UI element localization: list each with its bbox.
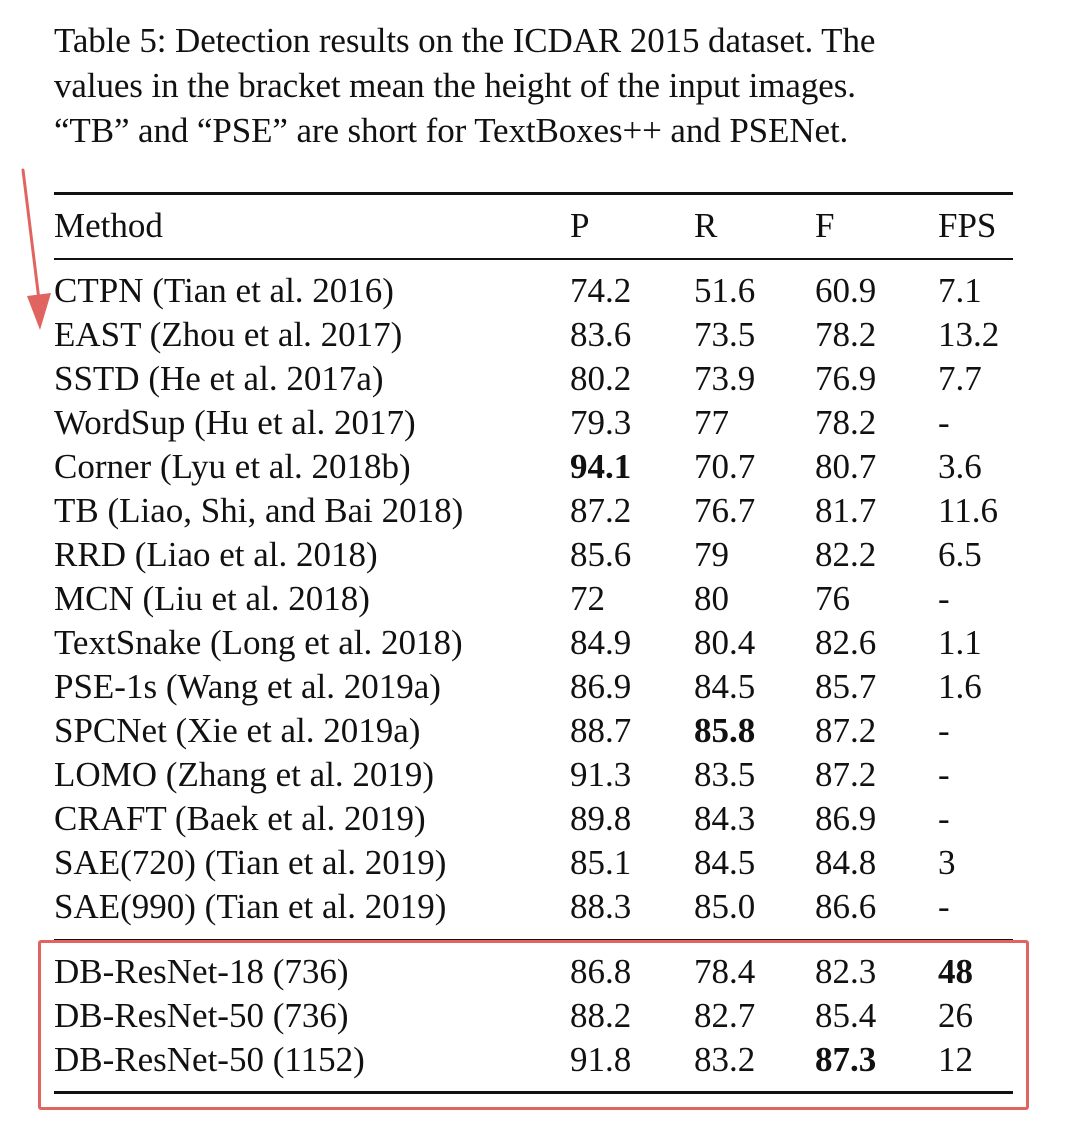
header-method: Method — [54, 206, 163, 245]
table-row — [54, 753, 1014, 797]
r-cell: 83.5 — [694, 755, 756, 794]
table-row — [54, 841, 1014, 885]
r-cell: 83.2 — [694, 1040, 756, 1079]
arrow-shaft — [23, 170, 39, 300]
p-cell: 79.3 — [570, 403, 632, 442]
f-cell: 81.7 — [815, 491, 877, 530]
r-cell: 84.5 — [694, 667, 756, 706]
r-cell: 79 — [694, 535, 729, 574]
p-cell: 84.9 — [570, 623, 632, 662]
f-cell: 86.6 — [815, 887, 877, 926]
f-cell: 82.6 — [815, 623, 877, 662]
method-cell: MCN (Liu et al. 2018) — [54, 579, 370, 618]
table-header — [54, 204, 1014, 248]
f-cell: 85.4 — [815, 996, 877, 1035]
r-cell: 80.4 — [694, 623, 756, 662]
fps-cell: 7.1 — [938, 271, 982, 310]
table-row — [54, 533, 1014, 577]
p-cell-best: 94.1 — [570, 447, 632, 486]
r-cell: 85.0 — [694, 887, 756, 926]
f-cell: 84.8 — [815, 843, 877, 882]
method-cell: PSE-1s (Wang et al. 2019a) — [54, 667, 441, 706]
fps-cell: 12 — [938, 1040, 973, 1079]
r-cell-best: 85.8 — [694, 711, 756, 750]
r-cell: 51.6 — [694, 271, 756, 310]
p-cell: 74.2 — [570, 271, 632, 310]
header-r: R — [694, 206, 718, 245]
table-row — [54, 357, 1014, 401]
header-p: P — [570, 206, 590, 245]
method-cell: DB-ResNet-50 (1152) — [54, 1040, 365, 1079]
f-cell-best: 87.3 — [815, 1040, 877, 1079]
fps-cell: - — [938, 755, 950, 794]
method-cell: CTPN (Tian et al. 2016) — [54, 271, 394, 310]
p-cell: 89.8 — [570, 799, 632, 838]
r-cell: 82.7 — [694, 996, 756, 1035]
highlight-box — [38, 940, 1029, 1110]
f-cell: 76 — [815, 579, 850, 618]
r-cell: 77 — [694, 403, 729, 442]
f-cell: 80.7 — [815, 447, 877, 486]
r-cell: 80 — [694, 579, 729, 618]
r-cell: 73.5 — [694, 315, 756, 354]
method-cell: LOMO (Zhang et al. 2019) — [54, 755, 435, 794]
f-cell: 82.2 — [815, 535, 877, 574]
r-cell: 84.5 — [694, 843, 756, 882]
method-cell: SAE(720) (Tian et al. 2019) — [54, 843, 447, 882]
r-cell: 84.3 — [694, 799, 756, 838]
p-cell: 80.2 — [570, 359, 632, 398]
table-row — [54, 313, 1014, 357]
table-caption — [54, 18, 1014, 153]
fps-cell: 7.7 — [938, 359, 982, 398]
arrow-head — [27, 293, 51, 330]
fps-cell: 1.1 — [938, 623, 982, 662]
f-cell: 78.2 — [815, 315, 877, 354]
table-row — [54, 621, 1014, 665]
p-cell: 91.3 — [570, 755, 632, 794]
fps-cell: 6.5 — [938, 535, 982, 574]
method-cell: CRAFT (Baek et al. 2019) — [54, 799, 426, 838]
table-row — [54, 885, 1014, 929]
f-cell: 87.2 — [815, 711, 877, 750]
method-cell: SSTD (He et al. 2017a) — [54, 359, 384, 398]
table-row — [54, 709, 1014, 753]
p-cell: 86.9 — [570, 667, 632, 706]
p-cell: 85.1 — [570, 843, 632, 882]
fps-cell-best: 48 — [938, 952, 973, 991]
table-row — [54, 269, 1014, 313]
f-cell: 82.3 — [815, 952, 877, 991]
header-row — [54, 204, 1014, 248]
header-fps: FPS — [938, 206, 997, 245]
f-cell: 76.9 — [815, 359, 877, 398]
method-cell: SPCNet (Xie et al. 2019a) — [54, 711, 421, 750]
fps-cell: - — [938, 711, 950, 750]
f-cell: 78.2 — [815, 403, 877, 442]
method-cell: TextSnake (Long et al. 2018) — [54, 623, 463, 662]
method-cell: Corner (Lyu et al. 2018b) — [54, 447, 411, 486]
fps-cell: - — [938, 799, 950, 838]
fps-cell: 13.2 — [938, 315, 1000, 354]
r-cell: 76.7 — [694, 491, 756, 530]
method-cell: WordSup (Hu et al. 2017) — [54, 403, 416, 442]
table-row — [54, 797, 1014, 841]
table-row — [54, 489, 1014, 533]
p-cell: 88.2 — [570, 996, 632, 1035]
f-cell: 87.2 — [815, 755, 877, 794]
table-row — [54, 401, 1014, 445]
fps-cell: 3.6 — [938, 447, 982, 486]
f-cell: 85.7 — [815, 667, 877, 706]
table-row — [54, 445, 1014, 489]
fps-cell: 11.6 — [938, 491, 998, 530]
r-cell: 70.7 — [694, 447, 756, 486]
fps-cell: - — [938, 887, 950, 926]
table-header-rule — [54, 258, 1013, 260]
p-cell: 85.6 — [570, 535, 632, 574]
f-cell: 86.9 — [815, 799, 877, 838]
method-cell: SAE(990) (Tian et al. 2019) — [54, 887, 447, 926]
method-cell: EAST (Zhou et al. 2017) — [54, 315, 403, 354]
f-cell: 60.9 — [815, 271, 877, 310]
caption-line-3: “TB” and “PSE” are short for TextBoxes++ and PSENet. — [54, 111, 849, 150]
table-row — [54, 577, 1014, 621]
p-cell: 88.3 — [570, 887, 632, 926]
fps-cell: 26 — [938, 996, 973, 1035]
header-f: F — [815, 206, 835, 245]
p-cell: 91.8 — [570, 1040, 632, 1079]
method-cell: DB-ResNet-50 (736) — [54, 996, 349, 1035]
table-top-rule — [54, 192, 1013, 195]
p-cell: 83.6 — [570, 315, 632, 354]
caption-line-1: Table 5: Detection results on the ICDAR 2015 dataset. The — [54, 21, 876, 60]
fps-cell: - — [938, 403, 950, 442]
caption-line-2: values in the bracket mean the height of the input images. — [54, 66, 856, 105]
p-cell: 86.8 — [570, 952, 632, 991]
p-cell: 87.2 — [570, 491, 632, 530]
table-row — [54, 665, 1014, 709]
method-cell: TB (Liao, Shi, and Bai 2018) — [54, 491, 464, 530]
method-cell: DB-ResNet-18 (736) — [54, 952, 349, 991]
r-cell: 73.9 — [694, 359, 756, 398]
table-body — [54, 269, 1014, 929]
p-cell: 88.7 — [570, 711, 632, 750]
fps-cell: 3 — [938, 843, 956, 882]
p-cell: 72 — [570, 579, 605, 618]
method-cell: RRD (Liao et al. 2018) — [54, 535, 378, 574]
fps-cell: 1.6 — [938, 667, 982, 706]
r-cell: 78.4 — [694, 952, 756, 991]
fps-cell: - — [938, 579, 950, 618]
